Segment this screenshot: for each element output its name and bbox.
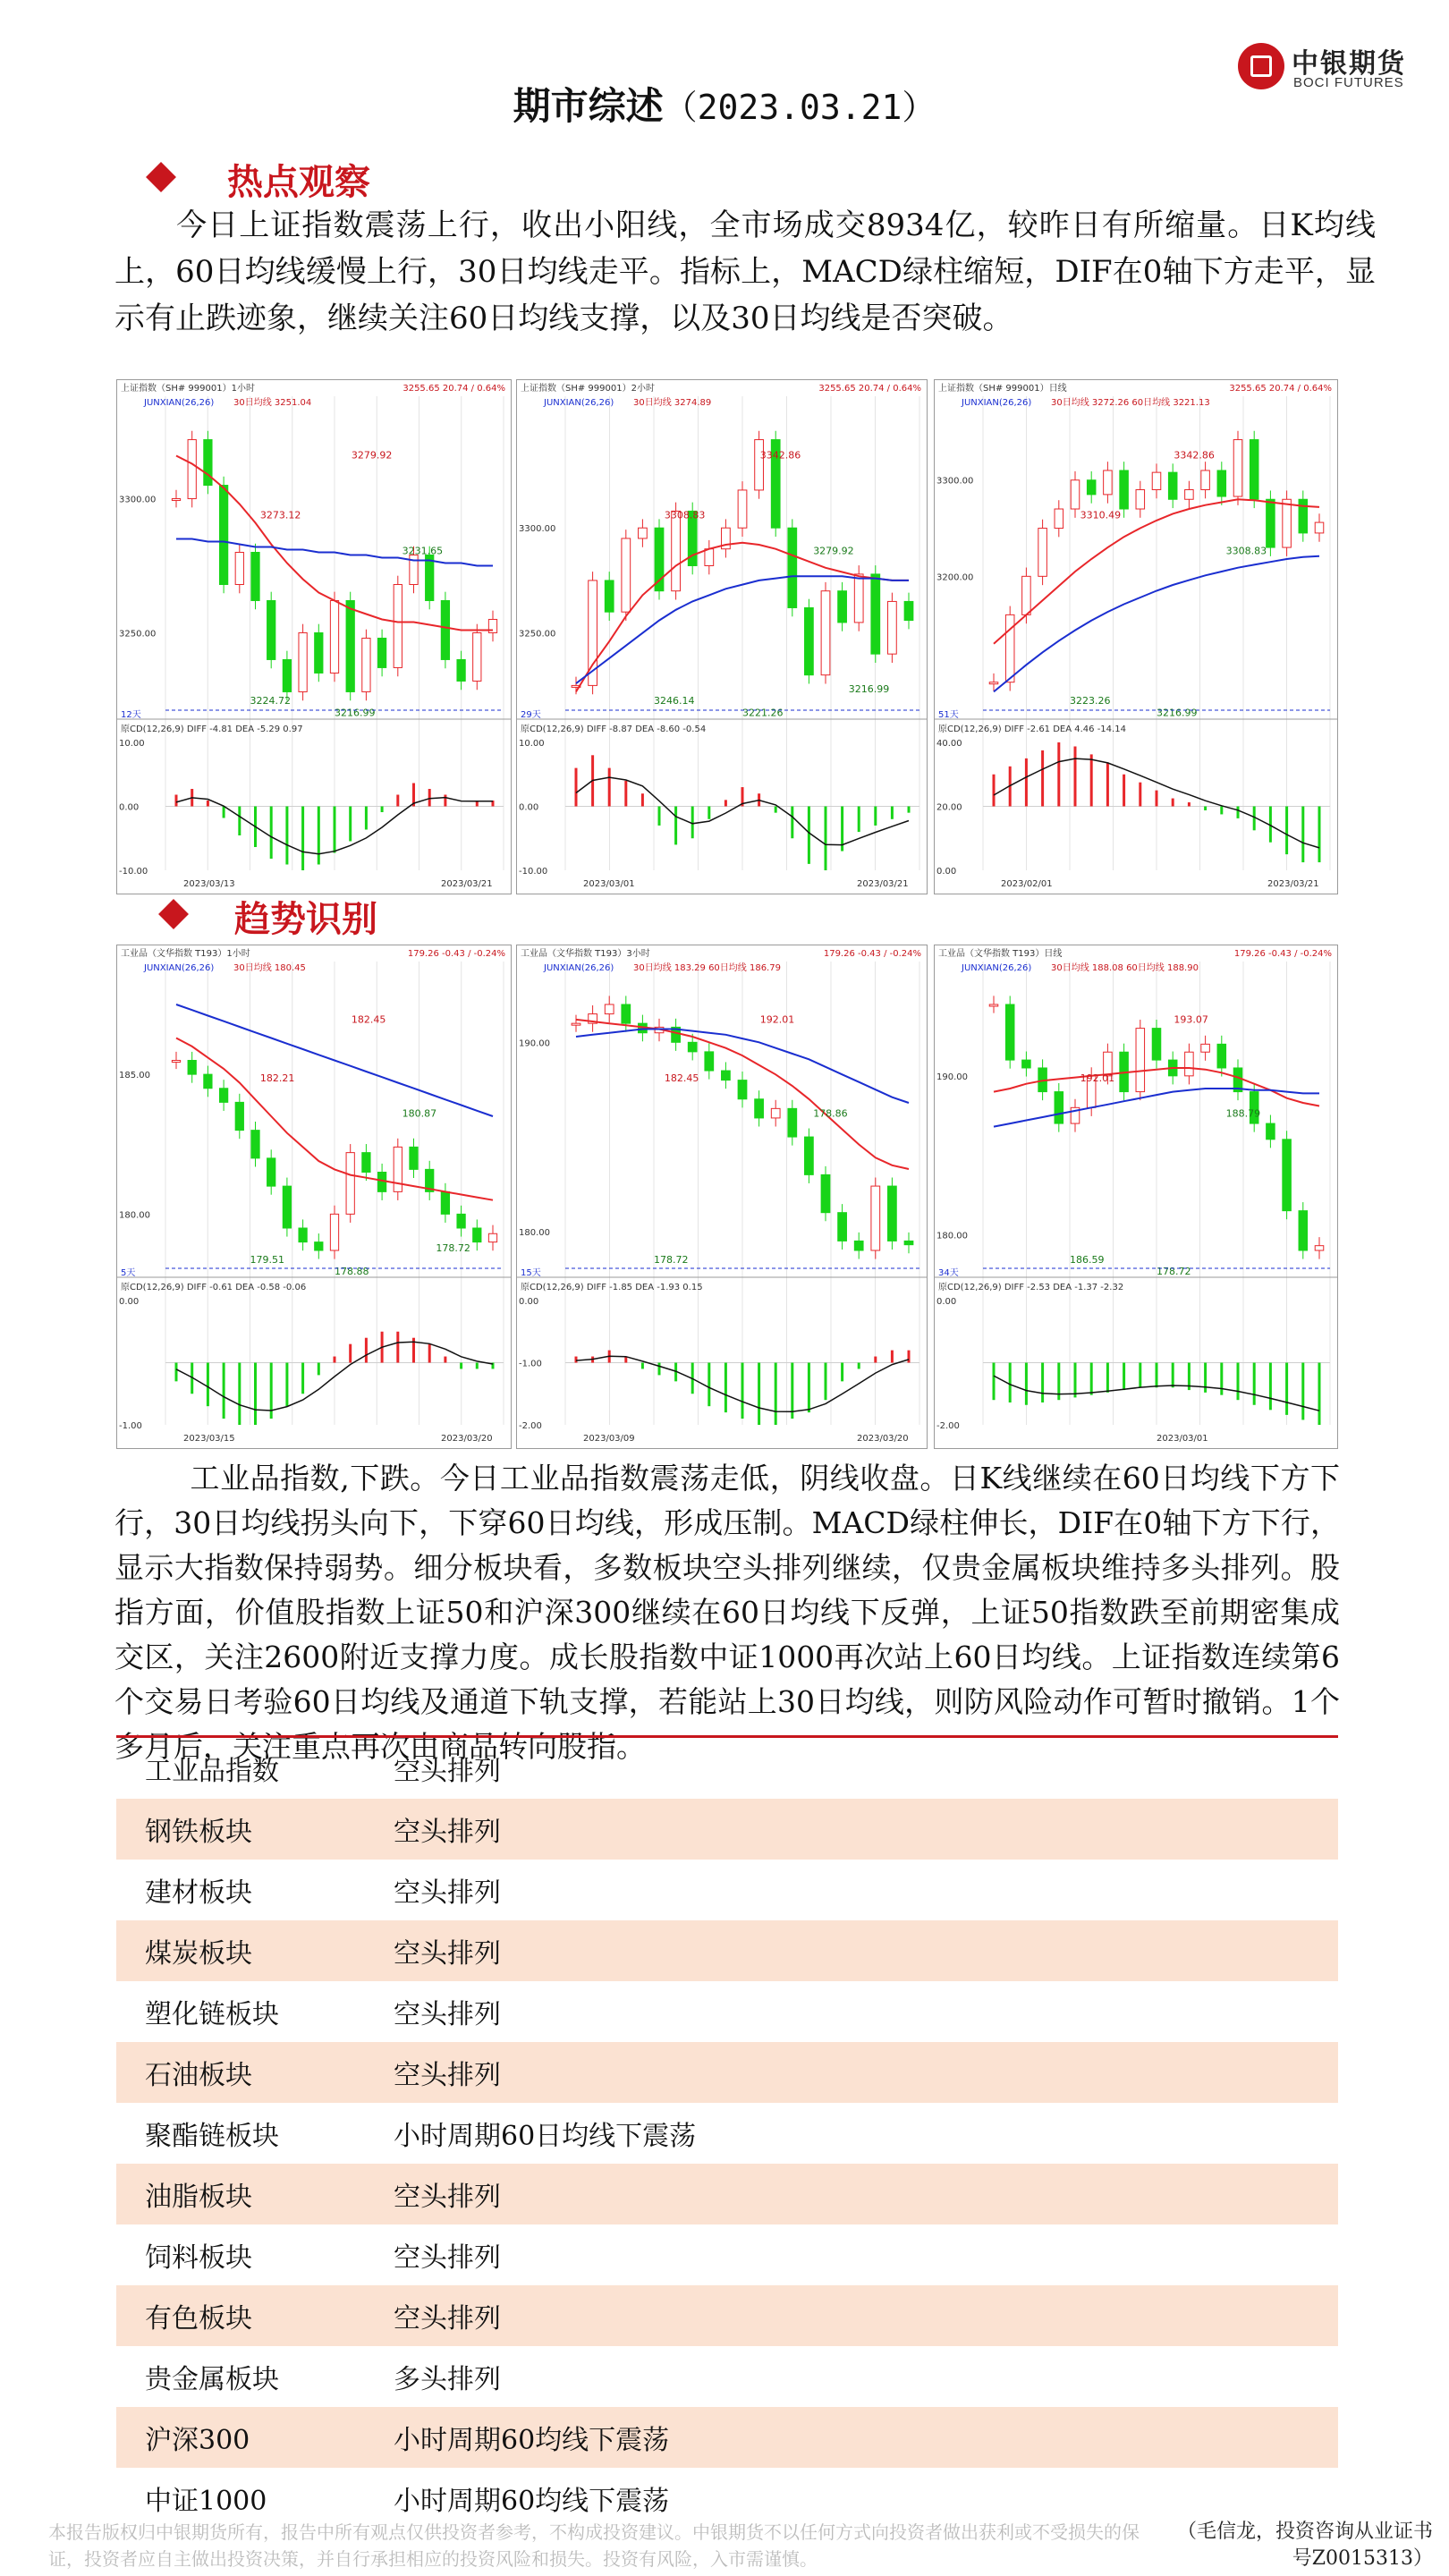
price-annotation: 180.87 — [402, 1107, 437, 1120]
price-annotation: 3279.92 — [813, 545, 854, 557]
candle — [362, 1153, 370, 1173]
sector-status: 空头排列 — [394, 2303, 501, 2334]
candle — [738, 490, 747, 528]
candle — [738, 1080, 747, 1099]
date-label: 2023/03/01 — [583, 879, 635, 889]
price-tick-label: 3300.00 — [936, 476, 974, 487]
price-annotation: 178.86 — [813, 1107, 848, 1120]
date-label: 2023/03/21 — [441, 879, 493, 889]
macd-tick-label: 40.00 — [936, 739, 962, 749]
corner-label: 5天 — [121, 1268, 136, 1278]
candle — [605, 1004, 614, 1014]
price-annotation: 192.01 — [1080, 1072, 1115, 1085]
candle — [346, 600, 354, 691]
corner-label: 29天 — [521, 710, 541, 720]
candle — [188, 440, 196, 499]
bullet-diamond-icon — [158, 899, 189, 929]
candle — [267, 1158, 275, 1186]
candle — [315, 632, 323, 673]
candle — [1315, 522, 1324, 533]
sector-status: 空头排列 — [394, 2242, 501, 2274]
sector-trend-table — [116, 1735, 1338, 2529]
corner-label: 15天 — [521, 1268, 541, 1278]
table-row — [116, 2346, 1338, 2407]
candle — [283, 1186, 291, 1228]
price-annotation: 3308.83 — [664, 509, 706, 521]
candle — [639, 528, 648, 538]
candle — [1201, 470, 1210, 490]
candle — [235, 1102, 243, 1130]
corner-label: 12天 — [121, 710, 141, 720]
candle — [904, 1241, 913, 1244]
price-tick-label: 180.00 — [936, 1231, 968, 1241]
macd-label: 原CD(12,26,9) DIFF -8.87 DEA -8.60 -0.54 — [521, 724, 707, 734]
price-annotation: 186.59 — [1070, 1253, 1105, 1266]
chart-header: 上证指数（SH# 999001）日线 — [938, 384, 1067, 394]
sector-name: 煤炭板块 — [145, 1938, 252, 1970]
sector-name: 沪深300 — [145, 2425, 250, 2456]
candle — [622, 1004, 631, 1023]
corner-label: 51天 — [938, 710, 959, 720]
candle — [871, 574, 880, 654]
candle — [622, 538, 631, 612]
candle — [1185, 490, 1194, 500]
macd-tick-label: 0.00 — [936, 867, 957, 877]
hot-text: 今日上证指数震荡上行，收出小阳线，全市场成交8934亿，较昨日有所缩量。日K均线上，60日均线缓慢上行，30日均线走平。指标上，MACD绿柱缩短，DIF在0轴下方走平，显示有止跌迹象，继续关注60日均线支撑，以及30日均线是否突破。 — [114, 208, 1376, 336]
sector-name: 聚酯链板块 — [145, 2121, 279, 2152]
price-tick-label: 180.00 — [119, 1210, 150, 1221]
chart-background — [517, 380, 927, 894]
macd-label: 原CD(12,26,9) DIFF -1.85 DEA -1.93 0.15 — [521, 1283, 703, 1292]
corner-label: 34天 — [938, 1268, 959, 1278]
candle — [251, 553, 259, 601]
candle — [605, 580, 614, 612]
candle — [1038, 529, 1047, 577]
chart-header-right: 3255.65 20.74 / 0.64% — [1229, 384, 1332, 394]
date-label: 2023/02/01 — [1001, 879, 1053, 889]
candle — [1022, 576, 1031, 614]
candle — [219, 486, 227, 585]
candle — [989, 1004, 998, 1006]
table-row — [116, 2103, 1338, 2164]
macd-tick-label: -2.00 — [936, 1421, 960, 1431]
chart-ind-1h — [116, 945, 512, 1449]
sector-name: 饲料板块 — [145, 2242, 252, 2274]
date-label: 2023/03/21 — [1267, 879, 1319, 889]
macd-tick-label: 0.00 — [936, 1297, 957, 1307]
candle — [377, 638, 386, 667]
date-label: 2023/03/15 — [183, 1434, 235, 1444]
ma-label: JUNXIAN(26,26) — [544, 963, 614, 973]
sector-name: 钢铁板块 — [145, 1817, 252, 1848]
macd-tick-label: 0.00 — [119, 1297, 140, 1307]
candle — [1299, 499, 1308, 533]
candle — [1283, 1140, 1292, 1211]
price-tick-label: 3250.00 — [519, 629, 556, 640]
chart-header: 工业品（文华指数 T193）日线 — [938, 949, 1063, 959]
candle — [722, 1071, 731, 1080]
chart-sh-1h — [116, 379, 512, 894]
chart-background — [517, 945, 927, 1448]
date-label: 2023/03/13 — [183, 879, 235, 889]
macd-tick-label: -10.00 — [519, 867, 548, 877]
candle — [771, 1108, 780, 1118]
candle — [362, 638, 370, 691]
candle — [755, 1099, 764, 1118]
candle — [204, 440, 212, 486]
candle — [1233, 440, 1242, 496]
date-label: 2023/03/21 — [857, 879, 909, 889]
candle — [1104, 470, 1113, 495]
macd-tick-label: 0.00 — [519, 802, 539, 813]
macd-tick-label: 0.00 — [119, 802, 140, 813]
chart-header-right: 179.26 -0.43 / -0.24% — [407, 949, 505, 959]
macd-tick-label: -1.00 — [119, 1421, 142, 1431]
candle — [904, 601, 913, 620]
candle — [410, 1147, 418, 1169]
price-annotation: 179.51 — [250, 1253, 284, 1266]
sector-name: 石油板块 — [145, 2060, 252, 2091]
sector-status: 小时周期60日均线下震荡 — [394, 2121, 697, 2152]
candle — [572, 1023, 580, 1025]
brand-name-cn: 中银期货 — [1292, 48, 1406, 80]
chart-sh-2h — [516, 379, 928, 894]
candle — [1299, 1211, 1308, 1250]
candle — [1283, 499, 1292, 547]
candle — [1136, 1029, 1145, 1092]
trend-text: 工业品指数,下跌。今日工业品指数震荡走低，阴线收盘。日K线继续在60日均线下方下行，30日均线拐头向下，下穿60日均线，形成压制。MACD绿柱伸长，DIF在0轴下方下行，显示大指数保持弱势。细分板块看，多数板块空头排列继续，仅贵金属板块维持多头排列。股指方面，价值股指数上证50和沪深300继续在60日均线下反弹，上证50指数跌至前期密集成交区，关注2600附近支撑力度。成长股指数中证1000再次站上60日均线。上证指数连续第6个交易日考验60日均线及通道下轨支撑，若能站上30日均线，则防风险动作可暂时撤销。1个多月后，关注重点再次由商品转向股指。 — [114, 1461, 1340, 1764]
candle — [188, 1061, 196, 1075]
candle — [299, 1228, 307, 1242]
macd-tick-label: 0.00 — [519, 1297, 539, 1307]
ma-value: 30日均线 180.45 — [233, 963, 306, 973]
candle — [1120, 470, 1129, 509]
candle — [441, 600, 449, 659]
candle — [1315, 1246, 1324, 1250]
price-tick-label: 3300.00 — [119, 495, 157, 505]
candle — [755, 440, 764, 490]
candle — [1201, 1044, 1210, 1052]
candle — [441, 1191, 449, 1214]
date-label: 2023/03/01 — [1157, 1434, 1208, 1444]
price-annotation: 178.72 — [436, 1241, 470, 1254]
section-heading-trend: 趋势识别 — [234, 899, 377, 940]
chart-ind-3h-svg — [517, 945, 927, 1448]
price-annotation: 3221.26 — [742, 707, 784, 719]
chart-header-right: 3255.65 20.74 / 0.64% — [402, 384, 505, 394]
candle — [838, 1213, 847, 1241]
table-row — [116, 1799, 1338, 1860]
candle — [1168, 472, 1177, 499]
sector-status: 空头排列 — [394, 1877, 501, 1909]
price-annotation: 3246.14 — [654, 695, 695, 708]
price-annotation: 3216.99 — [1157, 707, 1198, 719]
chart-ind-daily-svg — [935, 945, 1337, 1448]
candle — [283, 659, 291, 691]
candle — [1152, 472, 1161, 489]
candle — [705, 1052, 714, 1071]
price-tick-label: 185.00 — [119, 1071, 150, 1081]
title-date: （2023.03.21） — [663, 88, 936, 127]
analyst-credit: （毛信龙，投资咨询从业证书号Z0015313） — [1176, 2521, 1433, 2570]
sector-status: 空头排列 — [394, 1938, 501, 1970]
price-annotation: 3224.72 — [250, 695, 291, 708]
sector-name: 贵金属板块 — [145, 2364, 279, 2395]
table-row — [116, 2164, 1338, 2224]
candle — [394, 584, 402, 667]
candle — [1217, 1044, 1226, 1068]
candle — [457, 1214, 465, 1228]
candle — [1136, 490, 1145, 510]
ma-value: 30日均线 3272.26 60日均线 3221.13 — [1051, 398, 1210, 408]
table-row — [116, 2407, 1338, 2468]
trend-paragraph — [114, 1456, 1340, 1769]
table-row — [116, 2285, 1338, 2346]
candle — [989, 682, 998, 684]
candle — [251, 1131, 259, 1158]
candle — [1152, 1029, 1161, 1060]
sector-status: 空头排列 — [394, 1999, 501, 2030]
chart-header-right: 179.26 -0.43 / -0.24% — [823, 949, 921, 959]
candle — [788, 1108, 797, 1137]
brand-name-en: BOCI FUTURES — [1293, 75, 1404, 90]
date-label: 2023/03/09 — [583, 1434, 635, 1444]
candle — [219, 1089, 227, 1103]
price-annotation: 182.45 — [664, 1072, 699, 1085]
candle — [1185, 1052, 1194, 1076]
candle — [688, 1042, 697, 1052]
macd-label: 原CD(12,26,9) DIFF -4.81 DEA -5.29 0.97 — [121, 724, 303, 734]
candle — [672, 511, 681, 590]
ma-label: JUNXIAN(26,26) — [544, 398, 614, 408]
chart-sh-2h-svg — [517, 380, 927, 894]
candle — [172, 1061, 180, 1063]
title-text: 期市综述 — [513, 84, 664, 128]
price-annotation: 188.79 — [1225, 1107, 1261, 1120]
candle — [805, 607, 814, 674]
sector-name: 塑化链板块 — [145, 1999, 279, 2030]
ma-label: JUNXIAN(26,26) — [962, 398, 1032, 408]
macd-tick-label: -2.00 — [519, 1421, 542, 1431]
sector-status: 小时周期60均线下震荡 — [394, 2486, 670, 2517]
date-label: 2023/03/20 — [857, 1434, 909, 1444]
price-annotation: 193.07 — [1174, 1013, 1208, 1026]
table-row — [116, 1860, 1338, 1920]
bullet-diamond-icon — [146, 162, 176, 192]
ma-value: 30日均线 188.08 60日均线 188.90 — [1051, 963, 1199, 973]
price-annotation: 3223.26 — [1070, 695, 1111, 708]
candle — [854, 574, 863, 623]
candle — [1250, 440, 1258, 500]
chart-background — [935, 380, 1337, 894]
candle — [1022, 1060, 1031, 1068]
chart-ind-3h — [516, 945, 928, 1449]
chart-ind-1h-svg — [117, 945, 511, 1448]
ma-label: JUNXIAN(26,26) — [144, 963, 215, 973]
ma-value: 30日均线 3274.89 — [633, 398, 712, 408]
candle — [1005, 1004, 1014, 1060]
ma-value: 30日均线 3251.04 — [233, 398, 312, 408]
ma-label: JUNXIAN(26,26) — [144, 398, 215, 408]
candle — [888, 601, 897, 654]
candle — [488, 1233, 496, 1241]
sector-status: 空头排列 — [394, 2182, 501, 2213]
table-row — [116, 2224, 1338, 2285]
chart-sh-daily — [934, 379, 1338, 894]
price-annotation: 178.88 — [335, 1265, 369, 1277]
candle — [1267, 499, 1275, 547]
table-row — [116, 1738, 1338, 1799]
candle — [821, 1174, 830, 1212]
chart-ind-daily — [934, 945, 1338, 1449]
sector-name: 油脂板块 — [145, 2182, 252, 2213]
date-label: 2023/03/20 — [441, 1434, 493, 1444]
sector-status: 空头排列 — [394, 1756, 501, 1787]
candle — [299, 632, 307, 691]
candle — [854, 1241, 863, 1250]
candle — [705, 549, 714, 566]
price-annotation: 3279.92 — [351, 449, 393, 462]
sector-status: 空头排列 — [394, 1817, 501, 1848]
candle — [1055, 509, 1063, 529]
macd-label: 原CD(12,26,9) DIFF -2.53 DEA -1.37 -2.32 — [938, 1283, 1124, 1292]
macd-tick-label: 20.00 — [936, 802, 962, 813]
sector-status: 空头排列 — [394, 2060, 501, 2091]
candle — [805, 1137, 814, 1174]
price-annotation: 3308.83 — [1225, 545, 1267, 557]
candle — [1005, 614, 1014, 682]
price-annotation: 192.01 — [759, 1013, 795, 1026]
sector-name: 工业品指数 — [145, 1756, 279, 1787]
disclaimer: 本报告版权归中银期货所有，报告中所有观点仅供投资者参考，不构成投资建议。中银期货不以任何方式向投资者做出获利或不受损失的保证，投资者应自主做出投资决策，并自行承担相应的投资风险和损失。投资有风险，入市需谨慎。 — [48, 2521, 1140, 2570]
chart-header: 工业品（文华指数 T193）1小时 — [121, 949, 250, 959]
candle — [871, 1186, 880, 1250]
price-tick-label: 190.00 — [936, 1072, 968, 1082]
price-tick-label: 3250.00 — [119, 629, 157, 640]
candle — [330, 1214, 338, 1250]
candle — [235, 553, 243, 585]
price-annotation: 178.72 — [654, 1253, 689, 1266]
price-annotation: 182.45 — [351, 1013, 386, 1026]
candle — [1267, 1123, 1275, 1140]
price-tick-label: 190.00 — [519, 1038, 550, 1049]
candle — [1217, 470, 1226, 496]
price-annotation: 3310.49 — [1080, 509, 1122, 521]
section-heading-hot: 热点观察 — [227, 162, 370, 203]
candle — [267, 600, 275, 659]
candle — [330, 600, 338, 673]
table-row — [116, 2042, 1338, 2103]
macd-label: 原CD(12,26,9) DIFF -2.61 DEA 4.46 -14.14 — [938, 724, 1126, 734]
chart-background — [117, 380, 511, 894]
hot-paragraph — [114, 202, 1376, 342]
candle — [315, 1242, 323, 1250]
price-annotation: 3273.12 — [259, 509, 301, 521]
price-tick-label: 3300.00 — [519, 524, 556, 535]
price-annotation: 3216.99 — [335, 707, 376, 719]
chart-header: 上证指数（SH# 999001）2小时 — [521, 384, 655, 394]
ma-label: JUNXIAN(26,26) — [962, 963, 1032, 973]
sector-status: 小时周期60均线下震荡 — [394, 2425, 670, 2456]
macd-tick-label: -10.00 — [119, 867, 148, 877]
macd-tick-label: -1.00 — [519, 1359, 542, 1369]
price-annotation: 3342.86 — [759, 449, 801, 462]
chart-sh-1h-svg — [117, 380, 511, 894]
candle — [838, 591, 847, 623]
candle — [1087, 480, 1096, 495]
price-tick-label: 180.00 — [519, 1227, 550, 1238]
candle — [426, 555, 434, 601]
candle — [1055, 1092, 1063, 1123]
candle — [1071, 480, 1080, 509]
candle — [172, 499, 180, 501]
candle — [473, 632, 481, 681]
sector-name: 中证1000 — [145, 2486, 267, 2517]
sector-status: 多头排列 — [394, 2364, 501, 2395]
page-title — [0, 77, 1449, 131]
candle — [888, 1186, 897, 1241]
price-annotation: 182.21 — [259, 1072, 295, 1085]
candle — [457, 659, 465, 681]
chart-sh-daily-svg — [935, 380, 1337, 894]
chart-header: 上证指数（SH# 999001）1小时 — [121, 384, 255, 394]
sector-name: 建材板块 — [145, 1877, 252, 1909]
chart-header-right: 3255.65 20.74 / 0.64% — [818, 384, 921, 394]
chart-header-right: 179.26 -0.43 / -0.24% — [1233, 949, 1332, 959]
price-annotation: 3342.86 — [1174, 449, 1215, 462]
ma-value: 30日均线 183.29 60日均线 186.79 — [633, 963, 781, 973]
macd-label: 原CD(12,26,9) DIFF -0.61 DEA -0.58 -0.06 — [121, 1283, 307, 1292]
price-annotation: 178.72 — [1157, 1265, 1191, 1277]
macd-tick-label: 10.00 — [519, 739, 545, 749]
table-row — [116, 1920, 1338, 1981]
sector-name: 有色板块 — [145, 2303, 252, 2334]
macd-tick-label: 10.00 — [119, 739, 145, 749]
price-annotation: 3231.65 — [402, 545, 444, 557]
table-row — [116, 1981, 1338, 2042]
candle — [788, 528, 797, 607]
price-annotation: 3216.99 — [848, 682, 890, 695]
candle — [204, 1074, 212, 1089]
candle — [346, 1153, 354, 1215]
candle — [394, 1147, 402, 1191]
price-tick-label: 3200.00 — [936, 572, 974, 583]
candle — [473, 1228, 481, 1242]
chart-header: 工业品（文华指数 T193）3小时 — [521, 949, 650, 959]
candle — [821, 591, 830, 675]
